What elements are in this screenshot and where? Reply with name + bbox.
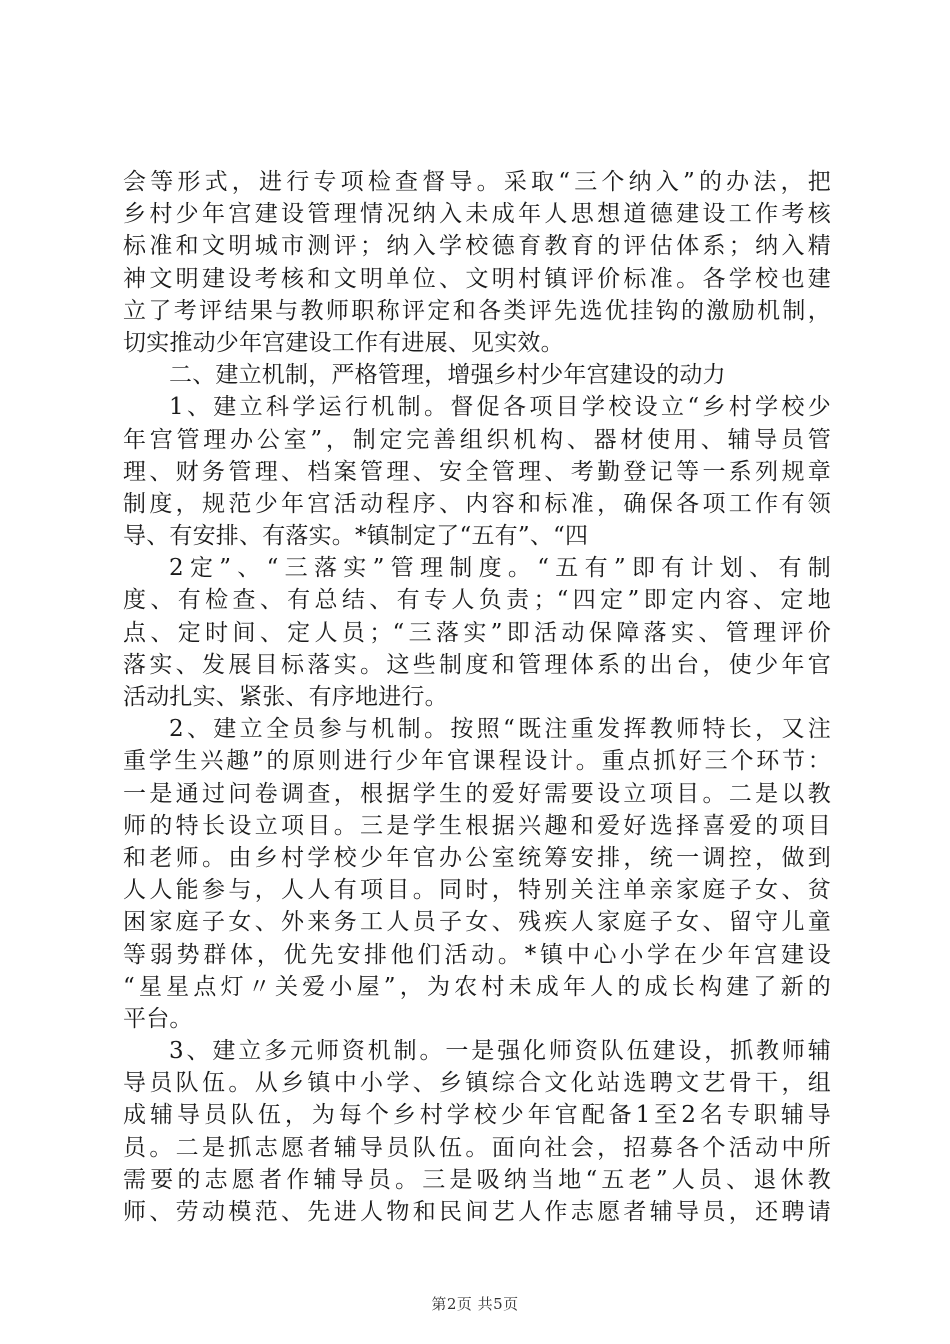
text-line: 立了考评结果与教师职称评定和各类评先选优挂钩的激励机制，: [123, 297, 831, 324]
text-line: 1、建立科学运行机制。督促各项目学校设立“乡村学校少: [169, 394, 831, 421]
text-line: 困家庭子女、外来务工人员子女、残疾人家庭子女、留守儿童: [123, 909, 831, 936]
text-line: 重学生兴趣”的原则进行少年官课程设计。重点抓好三个环节：: [123, 748, 831, 775]
text-line: “星星点灯〃关爱小屋”，为农村未成年人的成长构建了新的: [123, 973, 831, 1000]
text-line: 2定”、“三落实”管理制度。“五有”即有计划、有制: [169, 555, 831, 582]
text-line: 2、建立全员参与机制。按照“既注重发挥教师特长，又注: [169, 716, 831, 743]
text-line: 神文明建设考核和文明单位、文明村镇评价标准。各学校也建: [123, 265, 831, 292]
text-line: 需要的志愿者作辅导员。三是吸纳当地“五老”人员、退休教: [123, 1166, 831, 1193]
text-line: 导员队伍。从乡镇中小学、乡镇综合文化站选聘文艺骨干，组: [123, 1070, 831, 1097]
text-line: 活动扎实、紧张、有序地进行。: [123, 684, 448, 710]
document-body: [123, 166, 831, 1228]
text-line: 切实推动少年宫建设工作有进展、见实效。: [123, 329, 564, 356]
text-line: 年宫管理办公室”，制定完善组织机构、器材使用、辅导员管: [123, 426, 831, 453]
text-line: 乡村少年宫建设管理情况纳入未成年人思想道德建设工作考核: [123, 201, 831, 228]
text-line: 会等形式，进行专项检查督导。采取“三个纳入”的办法，把: [123, 169, 831, 195]
text-line: 理、财务管理、档案管理、安全管理、考勤登记等一系列规章: [123, 458, 831, 485]
text-line: 成辅导员队伍，为每个乡村学校少年官配备1至2名专职辅导: [123, 1102, 831, 1129]
text-line: 3、建立多元师资机制。一是强化师资队伍建设，抓教师辅: [169, 1038, 831, 1065]
text-line: 师的特长设立项目。三是学生根据兴趣和爱好选择喜爱的项目: [123, 812, 831, 839]
text-line: 和老师。由乡村学校少年官办公室统筹安排，统一调控，做到: [123, 844, 831, 871]
section-heading: 二、建立机制，严格管理，增强乡村少年宫建设的动力: [169, 362, 726, 389]
text-line: 一是通过问卷调查，根据学生的爱好需要设立项目。二是以教: [123, 780, 831, 807]
text-line: 等弱势群体，优先安排他们活动。*镇中心小学在少年宫建设: [123, 941, 831, 968]
text-line: 导、有安排、有落实。*镇制定了“五有”、“四: [123, 523, 589, 550]
text-line: 师、劳动模范、先进人物和民间艺人作志愿者辅导员，还聘请: [123, 1199, 831, 1225]
text-line: 点、定时间、定人员；“三落实”即活动保障落实、管理评价: [123, 619, 831, 646]
text-line: 平台。: [123, 1005, 193, 1032]
text-line: 度、有检查、有总结、有专人负责；“四定”即定内容、定地: [123, 587, 831, 614]
text-line: 人人能参与，人人有项目。同时，特别关注单亲家庭子女、贫: [123, 877, 831, 904]
text-line: 员。二是抓志愿者辅导员队伍。面向社会，招募各个活动中所: [123, 1134, 831, 1161]
text-line: 落实、发展目标落实。这些制度和管理体系的出台，使少年官: [123, 651, 831, 678]
text-line: 标准和文明城市测评；纳入学校德育教育的评估体系；纳入精: [123, 233, 831, 260]
text-line: 制度，规范少年宫活动程序、内容和标准，确保各项工作有领: [123, 490, 831, 517]
page-number-footer: 第2页 共5页: [431, 1295, 519, 1313]
